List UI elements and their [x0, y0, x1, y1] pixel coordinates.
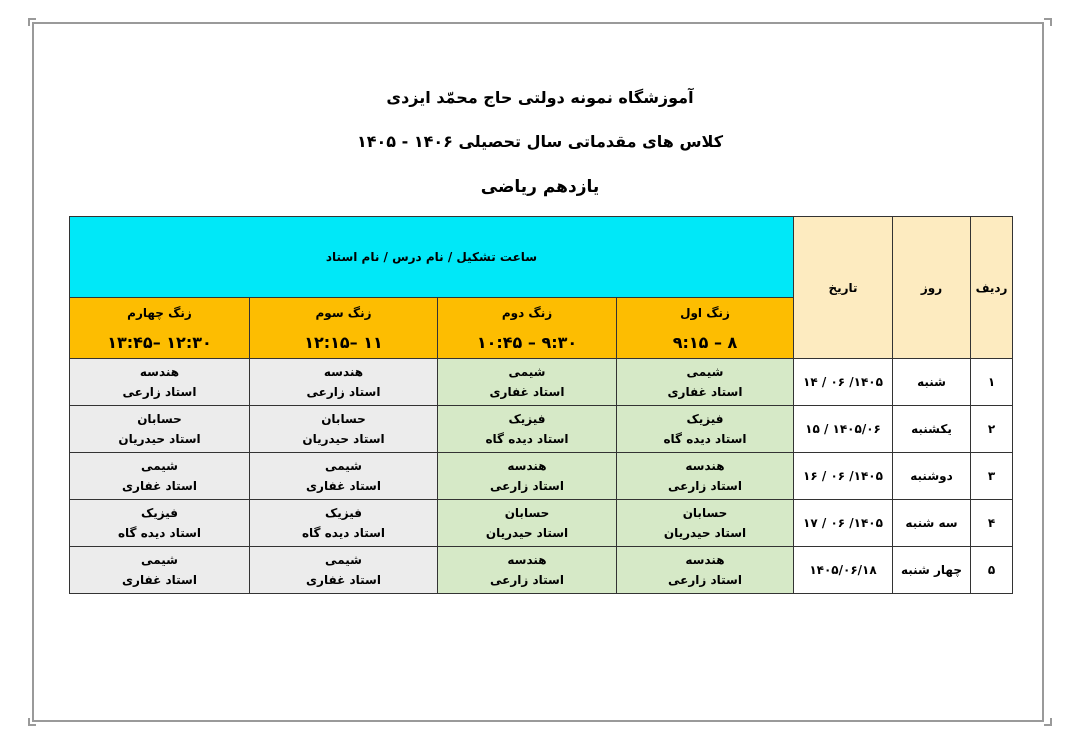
bell-3-header [250, 298, 438, 359]
row-day: سه شنبه [893, 500, 971, 547]
row-index: ۵ [971, 547, 1013, 594]
subject: شیمی [325, 553, 362, 567]
table-row [70, 453, 1013, 500]
teacher: استاد زارعی [306, 385, 381, 399]
class-cell [70, 453, 250, 500]
bell-name: زنگ اول [680, 306, 730, 320]
subject: هندسه [323, 365, 364, 379]
teacher: استاد زارعی [490, 479, 564, 493]
table-row [70, 547, 1013, 594]
schedule-banner: ساعت تشکیل / نام درس / نام استاد [70, 217, 794, 298]
subject: شیمی [508, 365, 546, 379]
teacher: استاد دیده گاه [301, 526, 386, 540]
frame-corner-mark [28, 718, 36, 726]
bell-1-header [617, 298, 794, 359]
class-cell [438, 453, 617, 500]
bell-name: زنگ چهارم [127, 306, 192, 320]
bell-time: ۹:۳۰ – ۱۰:۴۵ [476, 333, 578, 352]
subject: فیزیک [324, 506, 362, 520]
class-cell [70, 547, 250, 594]
class-cell [617, 359, 794, 406]
frame-corner-mark [28, 18, 36, 26]
col-header-date: تاریخ [794, 217, 893, 359]
subject: فیزیک [508, 412, 546, 426]
subject: هندسه [685, 553, 725, 567]
row-index: ۴ [971, 500, 1013, 547]
subject: فیزیک [140, 506, 178, 520]
bell-4-header [70, 298, 250, 359]
table-row [70, 406, 1013, 453]
row-date: ۱۴۰۵/۰۶ / ۱۵ [794, 406, 893, 453]
bell-time: ۸ – ۹:۱۵ [672, 333, 738, 352]
teacher: استاد دیده گاه [117, 526, 202, 540]
teacher: استاد حیدریان [118, 432, 201, 446]
table-row [70, 359, 1013, 406]
row-date: ۱۴۰۵/ ۰۶ / ۱۴ [794, 359, 893, 406]
teacher: استاد حیدریان [663, 526, 747, 540]
row-date: ۱۴۰۵/ ۰۶ / ۱۷ [794, 500, 893, 547]
subject: شیمی [141, 459, 178, 473]
teacher: استاد زارعی [490, 573, 564, 587]
header-row-top [70, 217, 1013, 298]
subject: هندسه [507, 459, 547, 473]
subject: فیزیک [686, 412, 724, 426]
teacher: استاد حیدریان [302, 432, 385, 446]
class-cell [250, 406, 438, 453]
class-cell [617, 406, 794, 453]
row-day: چهار شنبه [893, 547, 971, 594]
row-day: شنبه [893, 359, 971, 406]
subject: شیمی [686, 365, 724, 379]
subject: هندسه [685, 459, 725, 473]
teacher: استاد حیدریان [485, 526, 569, 540]
row-index: ۳ [971, 453, 1013, 500]
class-cell [617, 547, 794, 594]
subject: حسابان [682, 506, 728, 520]
bell-time: ۱۲:۳۰ –۱۳:۴۵ [107, 333, 212, 352]
school-title: آموزشگاه نمونه دولتی حاج محمّد ایزدی [386, 88, 694, 107]
program-title: کلاس های مقدماتی سال تحصیلی ۱۴۰۶ - ۱۴۰۵ [356, 132, 723, 151]
class-cell [70, 359, 250, 406]
schedule-table [69, 216, 1013, 594]
class-cell [438, 359, 617, 406]
subject: حسابان [321, 412, 366, 426]
grade-title: یازدهم ریاضی [480, 177, 600, 197]
class-cell [617, 500, 794, 547]
class-cell [250, 359, 438, 406]
subject: هندسه [507, 553, 547, 567]
table-row [70, 500, 1013, 547]
teacher: استاد غفاری [489, 385, 565, 399]
teacher: استاد دیده گاه [485, 432, 569, 446]
subject: شیمی [325, 459, 362, 473]
frame-corner-mark [1044, 18, 1052, 26]
frame-corner-mark [1044, 718, 1052, 726]
teacher: استاد دیده گاه [663, 432, 747, 446]
bell-name: زنگ سوم [315, 306, 372, 320]
row-day: یکشنبه [893, 406, 971, 453]
class-cell [70, 406, 250, 453]
subject: حسابان [137, 412, 182, 426]
row-day: دوشنبه [893, 453, 971, 500]
class-cell [70, 500, 250, 547]
class-cell [250, 547, 438, 594]
class-cell [617, 453, 794, 500]
teacher: استاد زارعی [668, 479, 742, 493]
teacher: استاد غفاری [306, 573, 381, 587]
teacher: استاد زارعی [122, 385, 197, 399]
row-index: ۱ [971, 359, 1013, 406]
bell-2-header [438, 298, 617, 359]
subject: شیمی [141, 553, 178, 567]
row-date: ۱۴۰۵/ ۰۶ / ۱۶ [794, 453, 893, 500]
class-cell [438, 406, 617, 453]
row-date: ۱۴۰۵/۰۶/۱۸ [794, 547, 893, 594]
subject: حسابان [504, 506, 550, 520]
class-cell [250, 500, 438, 547]
bell-name: زنگ دوم [501, 306, 553, 320]
row-index: ۲ [971, 406, 1013, 453]
col-header-day: روز [893, 217, 971, 359]
teacher: استاد غفاری [667, 385, 743, 399]
bell-time: ۱۱ –۱۲:۱۵ [304, 333, 383, 352]
col-header-index: ردیف [971, 217, 1013, 359]
subject: هندسه [139, 365, 180, 379]
teacher: استاد زارعی [668, 573, 742, 587]
teacher: استاد غفاری [306, 479, 381, 493]
class-cell [438, 500, 617, 547]
class-cell [438, 547, 617, 594]
teacher: استاد غفاری [122, 479, 197, 493]
class-cell [250, 453, 438, 500]
teacher: استاد غفاری [122, 573, 197, 587]
